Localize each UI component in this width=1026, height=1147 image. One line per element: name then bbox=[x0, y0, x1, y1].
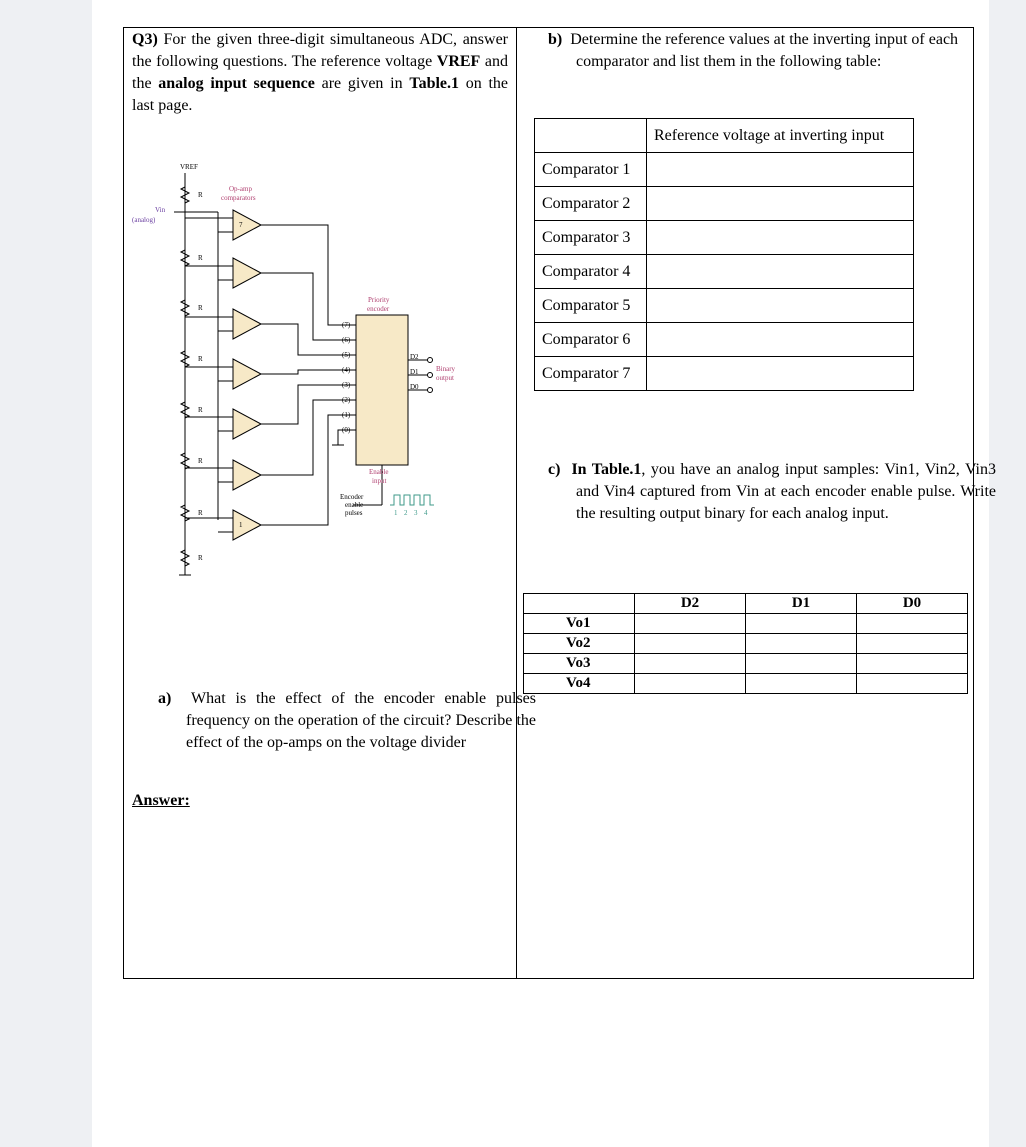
table-row bbox=[524, 674, 968, 694]
header-d0: D0 bbox=[857, 594, 968, 614]
comparator-1-label: 1 bbox=[239, 521, 243, 529]
question-text: For the given three-digit simultaneous ADC, answer the following questions. The reference voltage bbox=[132, 31, 509, 70]
part-b-body: Determine the reference values at the inverting input of each comparator and list them in the following table: bbox=[570, 31, 959, 70]
pulse-number: 4 bbox=[424, 509, 428, 517]
answer-cell[interactable] bbox=[647, 323, 914, 357]
answer-cell[interactable] bbox=[647, 221, 914, 255]
row-label: Vo4 bbox=[524, 674, 635, 694]
comparator-7-label: 7 bbox=[239, 221, 243, 229]
answer-cell[interactable] bbox=[635, 634, 746, 654]
row-label: Comparator 6 bbox=[535, 323, 647, 357]
binary-output-table bbox=[523, 593, 968, 694]
row-label: Comparator 4 bbox=[535, 255, 647, 289]
table-ref: Table.1 bbox=[409, 75, 460, 92]
d0-label: D0 bbox=[410, 383, 419, 391]
table-row bbox=[535, 289, 914, 323]
resistor-label: R bbox=[198, 355, 203, 363]
resistor-label: R bbox=[198, 254, 203, 262]
table-row bbox=[535, 153, 914, 187]
answer-label: Answer: bbox=[132, 792, 190, 809]
encoder-input-label: (7) bbox=[342, 321, 351, 329]
table-row bbox=[524, 654, 968, 674]
encoder-label: encoder bbox=[367, 305, 390, 313]
question-intro bbox=[132, 29, 508, 117]
encoder-input-label: (1) bbox=[342, 411, 351, 419]
answer-cell[interactable] bbox=[746, 654, 857, 674]
pulse-number: 3 bbox=[414, 509, 418, 517]
header-d1: D1 bbox=[746, 594, 857, 614]
vref-diagram-label: VREF bbox=[180, 163, 198, 171]
empty-cell bbox=[535, 119, 647, 153]
comparator-table bbox=[534, 118, 914, 391]
part-a-text bbox=[158, 688, 536, 754]
part-a-body: What is the effect of the encoder enable pulses frequency on the operation of the circuit? Describe the effect of the op-amps on the voltage divider bbox=[186, 690, 536, 751]
answer-cell[interactable] bbox=[647, 289, 914, 323]
encoder-enable-label: Encoder bbox=[340, 493, 364, 501]
answer-cell[interactable] bbox=[857, 654, 968, 674]
encoder-input-label: (4) bbox=[342, 366, 351, 374]
row-label: Comparator 5 bbox=[535, 289, 647, 323]
answer-cell[interactable] bbox=[746, 614, 857, 634]
answer-cell[interactable] bbox=[647, 153, 914, 187]
encoder-input-label: (6) bbox=[342, 336, 351, 344]
part-c-label: c) bbox=[548, 461, 561, 478]
adc-circuit-diagram bbox=[128, 155, 468, 585]
answer-cell[interactable] bbox=[857, 614, 968, 634]
answer-cell[interactable] bbox=[647, 357, 914, 391]
resistor-label: R bbox=[198, 554, 203, 562]
encoder-input-label: (5) bbox=[342, 351, 351, 359]
part-a-label: a) bbox=[158, 690, 172, 707]
table-row bbox=[524, 594, 968, 614]
table-row bbox=[535, 357, 914, 391]
resistor-label: R bbox=[198, 457, 203, 465]
analog-label: (analog) bbox=[132, 216, 156, 224]
header-cell: Reference voltage at inverting input bbox=[647, 119, 914, 153]
comparators-label: comparators bbox=[221, 194, 256, 202]
table-row bbox=[535, 187, 914, 221]
table-row bbox=[524, 614, 968, 634]
answer-cell[interactable] bbox=[746, 634, 857, 654]
answer-cell[interactable] bbox=[647, 255, 914, 289]
resistor-label: R bbox=[198, 304, 203, 312]
d1-label: D1 bbox=[410, 368, 419, 376]
pulse-number: 1 bbox=[394, 509, 398, 517]
table-row bbox=[535, 323, 914, 357]
part-c-body: , you have an analog input samples: Vin1, Vin2, Vin3 and Vin4 captured from Vin at each encoder enable pulse. Write the resulting output binary for each analog input. bbox=[576, 461, 996, 522]
row-label: Vo1 bbox=[524, 614, 635, 634]
column-divider bbox=[516, 27, 517, 979]
binary-label: Binary bbox=[436, 365, 456, 373]
encoder-input-label: (3) bbox=[342, 381, 351, 389]
vref-label: VREF bbox=[436, 53, 481, 70]
analog-seq-label: analog input sequence bbox=[158, 75, 315, 92]
enable-label: Enable bbox=[369, 468, 389, 476]
last-page-text: on the last page. bbox=[132, 75, 509, 114]
answer-cell[interactable] bbox=[635, 614, 746, 634]
priority-label: Priority bbox=[368, 296, 390, 304]
output-label: output bbox=[436, 374, 454, 382]
part-c-table-ref: In Table.1 bbox=[571, 461, 642, 478]
comparators bbox=[233, 210, 261, 540]
answer-cell[interactable] bbox=[857, 674, 968, 694]
enable2-label: enable bbox=[345, 501, 364, 509]
answer-cell[interactable] bbox=[635, 654, 746, 674]
header-d2: D2 bbox=[635, 594, 746, 614]
resistor-label: R bbox=[198, 509, 203, 517]
resistor-label: R bbox=[198, 191, 203, 199]
pulse-number: 2 bbox=[404, 509, 408, 517]
answer-cell[interactable] bbox=[647, 187, 914, 221]
row-label: Comparator 2 bbox=[535, 187, 647, 221]
pulses-label: pulses bbox=[345, 509, 363, 517]
row-label: Vo2 bbox=[524, 634, 635, 654]
input-label: input bbox=[372, 477, 387, 485]
resistor-label: R bbox=[198, 406, 203, 414]
table-row bbox=[535, 255, 914, 289]
row-label: Vo3 bbox=[524, 654, 635, 674]
answer-cell[interactable] bbox=[635, 674, 746, 694]
table-row bbox=[524, 634, 968, 654]
vin-label: Vin bbox=[155, 206, 166, 214]
empty-cell bbox=[524, 594, 635, 614]
row-label: Comparator 7 bbox=[535, 357, 647, 391]
part-b-label: b) bbox=[548, 31, 563, 48]
table-row bbox=[535, 221, 914, 255]
encoder-input-label: (2) bbox=[342, 396, 351, 404]
part-c-text bbox=[548, 459, 996, 525]
and-text: and the bbox=[132, 53, 508, 92]
d2-label: D2 bbox=[410, 353, 419, 361]
row-label: Comparator 3 bbox=[535, 221, 647, 255]
part-b-text bbox=[548, 29, 996, 73]
encoder-input-label: (0) bbox=[342, 426, 351, 434]
opamp-label: Op-amp bbox=[229, 185, 252, 193]
given-text: are given in bbox=[321, 75, 403, 92]
table-row bbox=[535, 119, 914, 153]
question-number: Q3) bbox=[132, 31, 158, 48]
answer-cell[interactable] bbox=[746, 674, 857, 694]
answer-cell[interactable] bbox=[857, 634, 968, 654]
row-label: Comparator 1 bbox=[535, 153, 647, 187]
